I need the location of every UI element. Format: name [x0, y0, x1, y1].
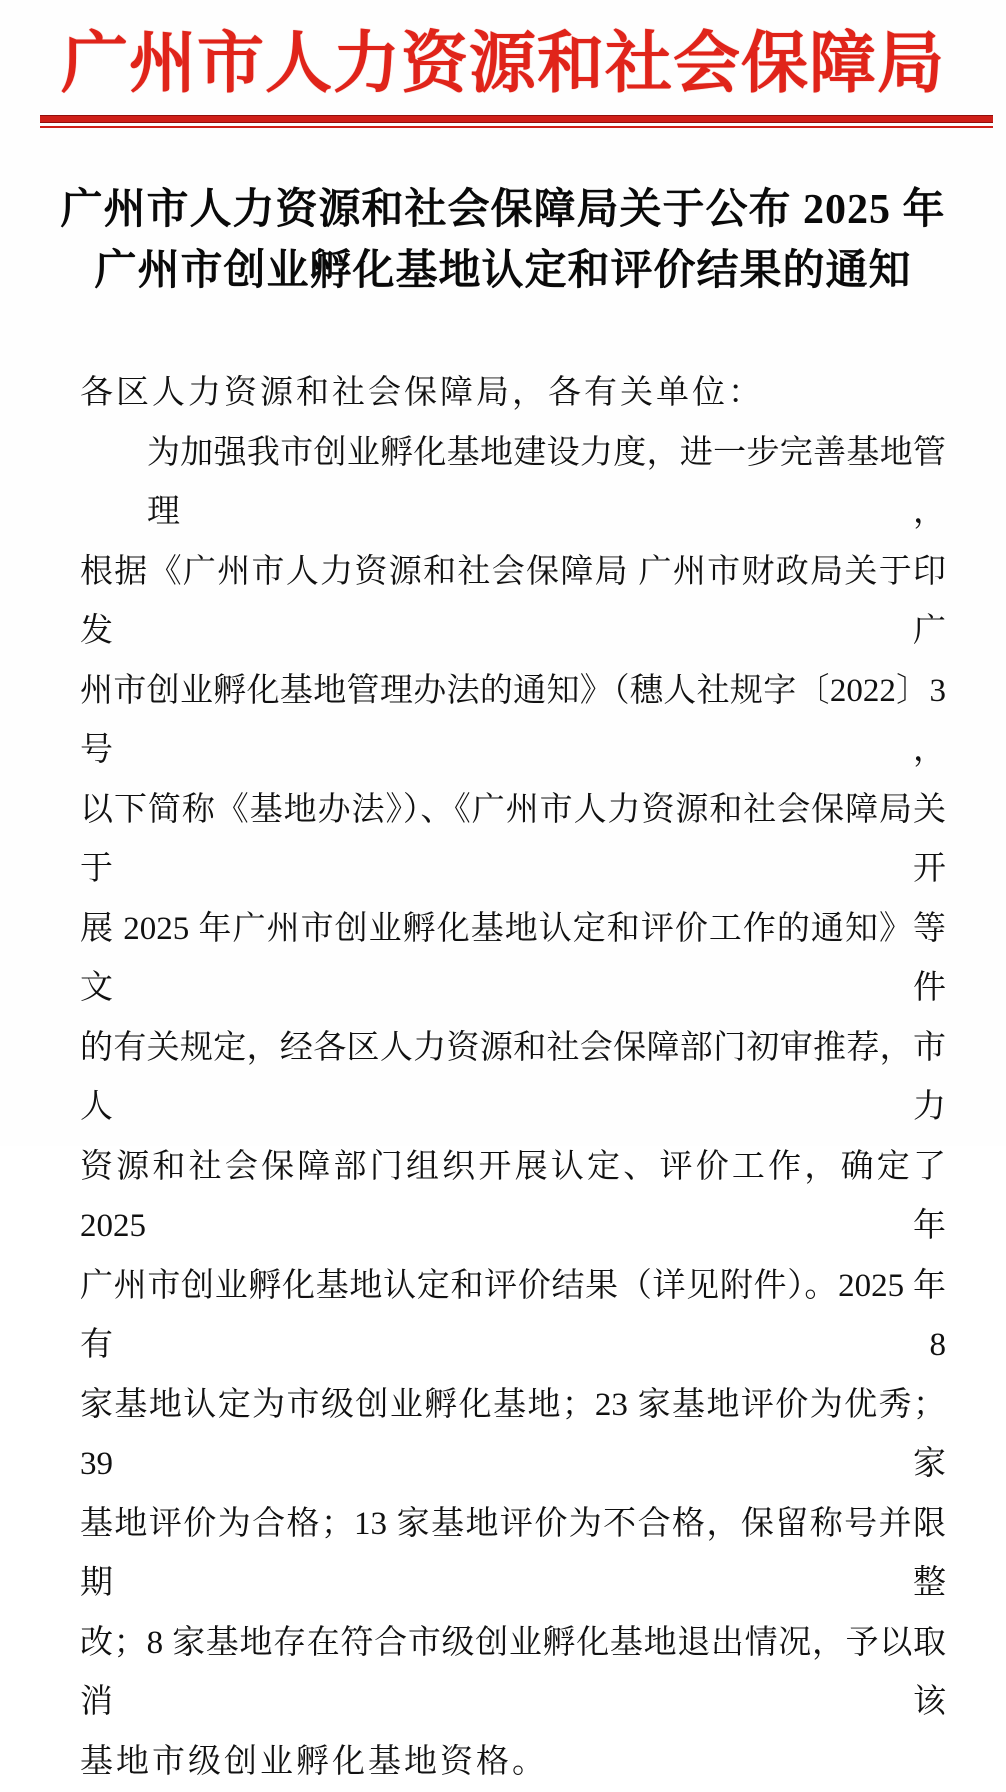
- body-text-line: 改；8 家基地存在符合市级创业孵化基地退出情况，予以取消该: [80, 1614, 946, 1733]
- red-divider-rule: [40, 115, 993, 128]
- document-title: [0, 180, 1006, 302]
- body-text-line: 的有关规定，经各区人力资源和社会保障部门初审推荐，市人力: [80, 1019, 946, 1138]
- body-text-line: 以下简称《基地办法》）、《广州市人力资源和社会保障局关于开: [80, 781, 946, 900]
- red-divider-thin-line: [40, 126, 993, 128]
- body-text-line: 基地评价为合格；13 家基地评价为不合格，保留称号并限期整: [80, 1495, 946, 1614]
- body-text-line: 为加强我市创业孵化基地建设力度，进一步完善基地管理，: [80, 424, 946, 543]
- body-text-line: 根据《广州市人力资源和社会保障局 广州市财政局关于印发广: [80, 543, 946, 662]
- body-text-line: 家基地认定为市级创业孵化基地；23 家基地评价为优秀；39 家: [80, 1376, 946, 1495]
- red-divider-thick-line: [40, 115, 993, 123]
- agency-name-heading: 广州市人力资源和社会保障局: [0, 16, 1006, 112]
- document-title-line-1: 广州市人力资源和社会保障局关于公布 2025 年: [0, 180, 1006, 241]
- document-body: [80, 364, 946, 1792]
- document-title-line-2: 广州市创业孵化基地认定和评价结果的通知: [0, 241, 1006, 302]
- body-text-line: 展 2025 年广州市创业孵化基地认定和评价工作的通知》等文件: [80, 900, 946, 1019]
- body-text-line: 广州市创业孵化基地认定和评价结果（详见附件）。2025 年有 8: [80, 1257, 946, 1376]
- salutation-line: 各区人力资源和社会保障局，各有关单位：: [80, 364, 946, 424]
- body-text-line: 资源和社会保障部门组织开展认定、评价工作，确定了 2025 年: [80, 1138, 946, 1257]
- letterhead: [0, 0, 1006, 128]
- body-text-line-last: 基地市级创业孵化基地资格。: [80, 1733, 946, 1792]
- body-text-line: 州市创业孵化基地管理办法的通知》（穗人社规字〔2022〕3 号，: [80, 662, 946, 781]
